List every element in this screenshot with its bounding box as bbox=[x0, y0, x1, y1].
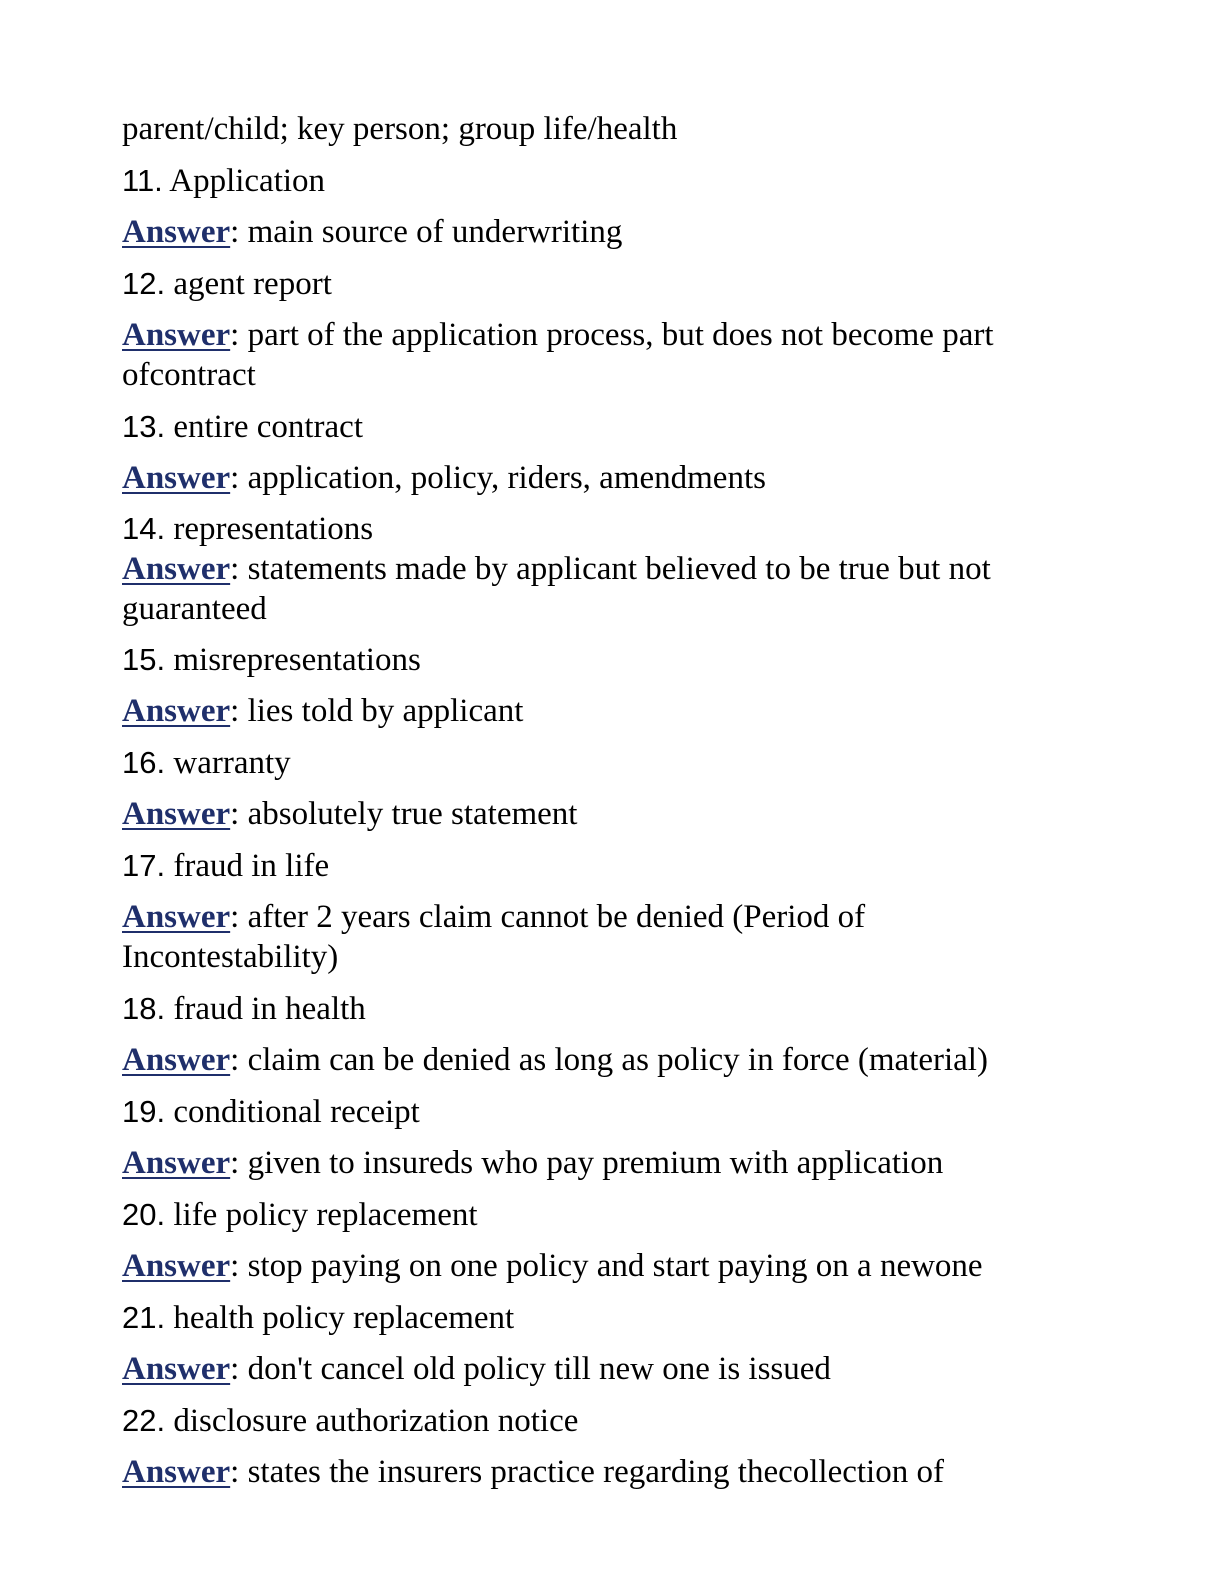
question-term: disclosure authorization notice bbox=[173, 1403, 579, 1439]
question-item bbox=[122, 983, 1082, 1035]
answer-item bbox=[122, 1035, 1082, 1086]
answer-label[interactable]: Answer bbox=[122, 899, 231, 935]
answer-item bbox=[122, 789, 1082, 840]
question-number: 12. bbox=[122, 266, 166, 301]
answer-text: : states the insurers practice regarding thecollection of bbox=[230, 1454, 944, 1490]
question-number: 20. bbox=[122, 1197, 166, 1232]
question-number: 17. bbox=[122, 848, 166, 883]
question-term: entire contract bbox=[173, 409, 363, 445]
answer-item bbox=[122, 315, 1082, 395]
answer-label[interactable]: Answer bbox=[122, 796, 231, 832]
answer-item bbox=[122, 549, 1082, 629]
answer-label[interactable]: Answer bbox=[122, 214, 231, 250]
answer-label[interactable]: Answer bbox=[122, 317, 231, 353]
question-number: 14. bbox=[122, 511, 166, 546]
answer-text: : claim can be denied as long as policy in force (material) bbox=[230, 1042, 988, 1078]
question-item bbox=[122, 634, 1082, 686]
answer-text: : lies told by applicant bbox=[230, 693, 524, 729]
question-term: health policy replacement bbox=[173, 1300, 515, 1336]
answer-label[interactable]: Answer bbox=[122, 1145, 231, 1181]
answer-text: : stop paying on one policy and start paying on a newone bbox=[230, 1248, 983, 1284]
question-item bbox=[122, 737, 1082, 789]
answer-text: : after 2 years claim cannot be denied (Period of Incontestability) bbox=[122, 899, 866, 975]
answer-item bbox=[122, 1241, 1082, 1292]
answer-text: : statements made by applicant believed to be true but not guaranteed bbox=[122, 551, 991, 627]
question-term: fraud in health bbox=[173, 991, 366, 1027]
question-number: 22. bbox=[122, 1403, 166, 1438]
intro-text: parent/child; key person; group life/health bbox=[122, 111, 678, 147]
question-term: conditional receipt bbox=[173, 1094, 420, 1130]
question-number: 11. bbox=[122, 163, 163, 198]
question-item bbox=[122, 1086, 1082, 1138]
question-term: agent report bbox=[173, 266, 332, 302]
answer-text: : part of the application process, but does not become part ofcontract bbox=[122, 317, 994, 393]
question-item bbox=[122, 1189, 1082, 1241]
answer-text: : given to insureds who pay premium with application bbox=[230, 1145, 944, 1181]
question-item bbox=[122, 401, 1082, 453]
question-number: 19. bbox=[122, 1094, 166, 1129]
question-term: Application bbox=[169, 163, 326, 199]
question-item bbox=[122, 258, 1082, 310]
question-number: 21. bbox=[122, 1300, 166, 1335]
answer-label[interactable]: Answer bbox=[122, 1042, 231, 1078]
answer-label[interactable]: Answer bbox=[122, 1248, 231, 1284]
answer-item bbox=[122, 686, 1082, 737]
question-item bbox=[122, 509, 1082, 549]
answer-label[interactable]: Answer bbox=[122, 1351, 231, 1387]
question-term: representations bbox=[173, 511, 374, 547]
question-term: misrepresentations bbox=[173, 642, 421, 678]
answer-label[interactable]: Answer bbox=[122, 551, 231, 587]
answer-text: : absolutely true statement bbox=[230, 796, 578, 832]
question-term: life policy replacement bbox=[173, 1197, 478, 1233]
question-item bbox=[122, 1395, 1082, 1447]
question-number: 18. bbox=[122, 991, 166, 1026]
question-item bbox=[122, 155, 1082, 207]
answer-item bbox=[122, 453, 1082, 504]
question-item bbox=[122, 840, 1082, 892]
answer-text: : don't cancel old policy till new one is issued bbox=[230, 1351, 831, 1387]
answer-item bbox=[122, 897, 942, 977]
answer-label[interactable]: Answer bbox=[122, 693, 231, 729]
answer-item bbox=[122, 1138, 1082, 1189]
answer-text: : main source of underwriting bbox=[230, 214, 623, 250]
question-item bbox=[122, 1292, 1082, 1344]
answer-label[interactable]: Answer bbox=[122, 1454, 231, 1490]
answer-item bbox=[122, 1344, 1082, 1395]
answer-item bbox=[122, 1447, 1082, 1498]
answer-item bbox=[122, 207, 1082, 258]
question-number: 15. bbox=[122, 642, 166, 677]
question-number: 13. bbox=[122, 409, 166, 444]
answer-text: : application, policy, riders, amendments bbox=[230, 460, 766, 496]
question-number: 16. bbox=[122, 745, 166, 780]
question-term: fraud in life bbox=[173, 848, 330, 884]
answer-label[interactable]: Answer bbox=[122, 460, 231, 496]
question-term: warranty bbox=[173, 745, 291, 781]
document-page bbox=[122, 104, 1082, 1498]
